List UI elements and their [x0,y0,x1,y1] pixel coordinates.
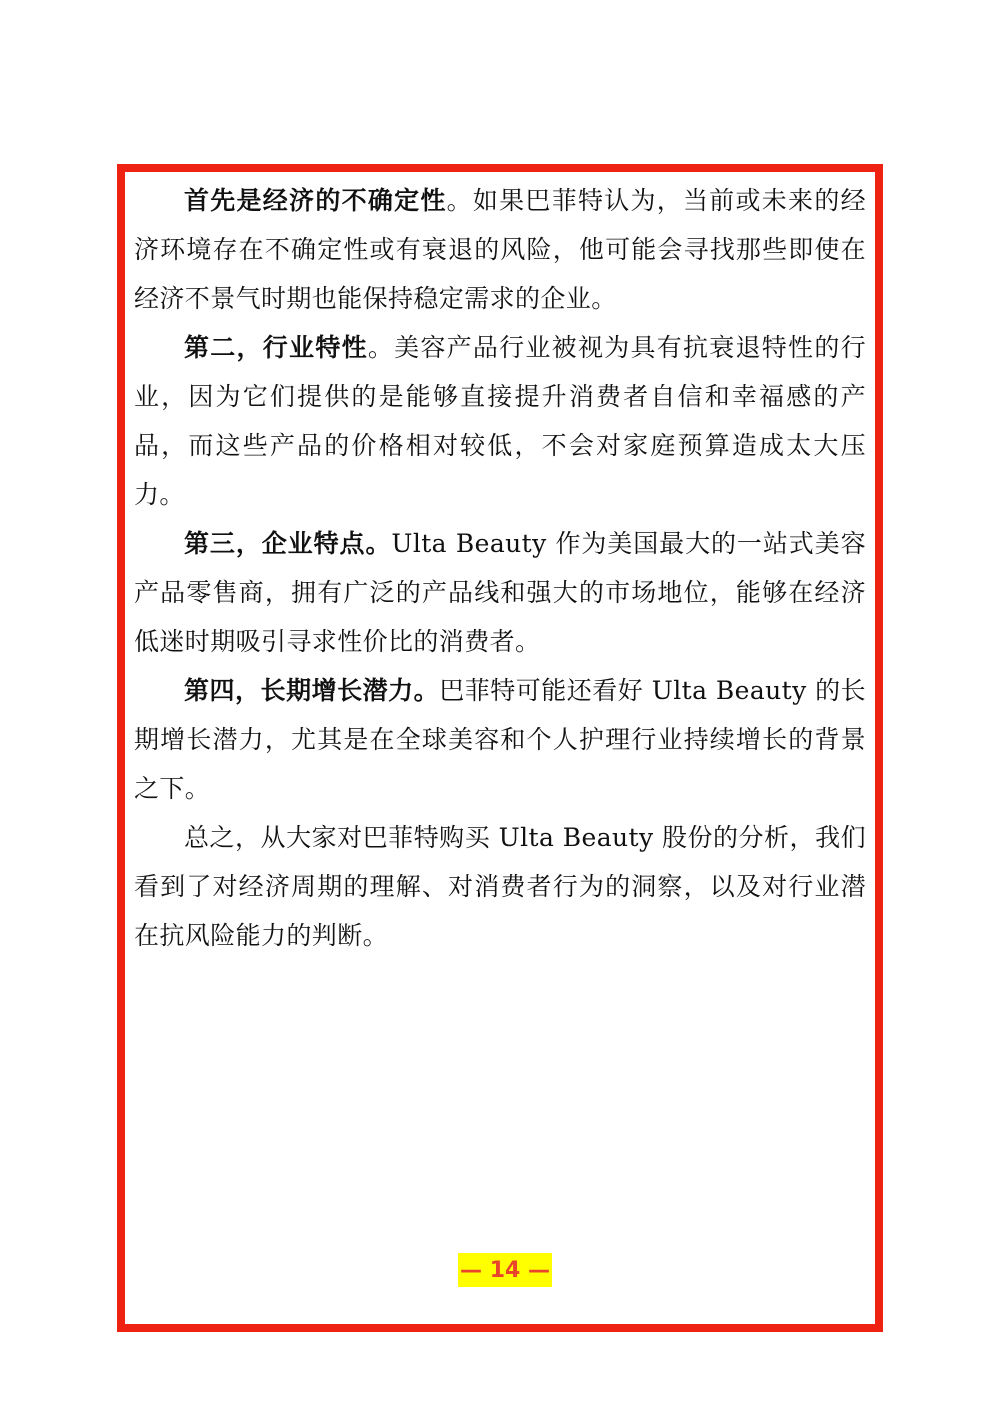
paragraph-lead: 第三，企业特点。 [184,529,392,558]
paragraph-lead: 首先是经济的不确定性 [184,186,447,215]
paragraph-conclusion [134,813,866,960]
document-body [134,176,866,960]
paragraph-text: Ulta Beauty 作为美国最大的一站式美容产品零售商，拥有广泛的产品线和强大的市场地位，能够在经济低迷时期吸引寻求性价比的消费者。 [134,529,866,656]
paragraph-text: 总之，从大家对巴菲特购买 Ulta Beauty 股份的分析，我们看到了对经济周期的理解、对消费者行为的洞察，以及对行业潜在抗风险能力的判断。 [134,823,866,950]
paragraph-economic-uncertainty [134,176,866,323]
paragraph-text: 巴菲特可能还看好 Ulta Beauty 的长期增长潜力，尤其是在全球美容和个人护理行业持续增长的背景之下。 [134,676,866,803]
paragraph-industry-traits [134,323,866,519]
paragraph-growth-potential [134,666,866,813]
paragraph-lead: 第二，行业特性 [184,333,368,362]
paragraph-text: 。美容产品行业被视为具有抗衰退特性的行业，因为它们提供的是能够直接提升消费者自信和幸福感的产品，而这些产品的价格相对较低，不会对家庭预算造成太大压力。 [134,333,866,509]
paragraph-company-traits [134,519,866,666]
page-number: — 14 — [458,1253,552,1287]
paragraph-lead: 第四，长期增长潜力。 [184,676,440,705]
paragraph-text: 。如果巴菲特认为，当前或未来的经济环境存在不确定性或有衰退的风险，他可能会寻找那些即使在经济不景气时期也能保持稳定需求的企业。 [134,186,866,313]
